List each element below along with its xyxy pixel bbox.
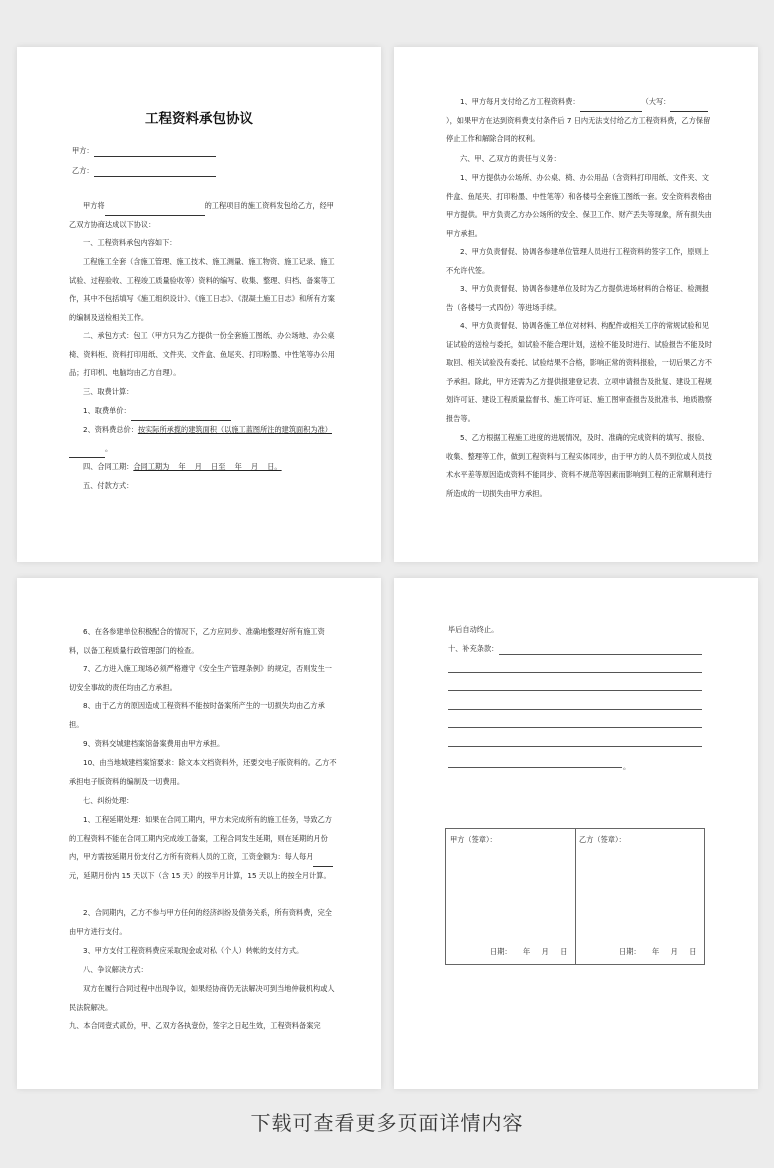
section-8-heading: 八、争议解决方式： [83, 965, 148, 974]
party-a-blank [94, 147, 216, 157]
section-10-heading: 十、补充条款： [448, 644, 499, 653]
section-4-label: 四、合同工期： [83, 462, 134, 471]
dispute-1-pre: 1、工程延期处理：如果在合同工期内，甲方未完成所有的施工任务，导致乙方的工程资料不能在合同工期内完成竣工备案，工程合同发生延期，则在延期的月份内，甲方需按延期月份支付乙方所有资料人员的工资，工资金额为：每人每月 [69, 815, 332, 861]
supplementary-line [448, 746, 702, 747]
contract-page-2 [394, 47, 758, 562]
intro-pre: 甲方将 [83, 201, 105, 210]
project-name-blank [105, 206, 205, 216]
section-9-body: 九、本合同壹式贰份，甲、乙双方各执壹份，签字之日起生效，工程资料备案完 [69, 1021, 321, 1030]
contract-page-1 [17, 47, 381, 562]
supplementary-end: 。 [623, 762, 631, 771]
payment-amount-blank [580, 102, 642, 112]
dispute-1 [69, 811, 337, 885]
wage-blank [313, 857, 333, 867]
payment-pre: 1、甲方每月支付给乙方工程资料费： [460, 97, 580, 106]
payment-clause [446, 93, 714, 149]
dispute-2: 2、合同期内，乙方不参与甲方任何的经济纠纷及债务关系，所有资料费，完全由甲方进行支付。 [69, 908, 332, 936]
duty-6: 6、在各参建单位积极配合的情况下，乙方应同步、准确地整理好所有施工资料，以备工程质量行政管理部门的检查。 [69, 627, 325, 655]
section-9-continued: 毕后自动终止。 [448, 625, 499, 634]
fee-total [69, 421, 337, 458]
section-1-body: 工程施工全套（含施工管理、施工技术、施工测量、施工物资、施工记录、施工试验、过程验收、工程竣工质量验收等）资料的编写、收集、整理、归档、备案等工作，其中不包括填写《施工组织设计》、《施工日志》、《混凝土施工日志》和所有方案的编制及送检相关工作。 [69, 257, 335, 322]
section-6-heading: 六、甲、乙双方的责任与义务： [460, 154, 561, 163]
fee-unit-price-label: 1、取费单价： [83, 406, 131, 415]
fee-total-label: 2、资料费总价： [83, 425, 138, 434]
section-4 [69, 458, 337, 477]
party-a-signature-cell [446, 829, 576, 964]
supplementary-line [448, 672, 702, 673]
section-5-heading: 五、付款方式： [83, 481, 134, 490]
payment-post: ），如果甲方在达到资料费支付条件后 7 日内无法支付给乙方工程资料费，乙方保留停止工作和解除合同的权利。 [446, 115, 711, 143]
duty-8: 8、由于乙方的原因造成工程资料不能按时备案所产生的一切损失均由乙方承担。 [69, 701, 325, 729]
contract-page-3 [17, 578, 381, 1089]
party-b-blank [94, 167, 216, 177]
duty-1: 1、甲方提供办公场所、办公桌、椅、办公用品（含资料打印用纸、文件夹、文件盒、鱼尾夹、打印粉墨、中性笔等）和各楼号全套施工图纸一套。安全资料表格由甲方提供。甲方负责乙方办公场所的安全、保卫工作、财产丢失等现象，所有损失由甲方承担。 [446, 173, 712, 238]
intro-paragraph [69, 197, 337, 234]
payment-mid: （大写： [641, 97, 671, 106]
duty-9: 9、资料交城建档案馆备案费用由甲方承担。 [83, 739, 225, 748]
section-2-body: 二、承包方式：包工（甲方只为乙方提供一份全套施工图纸、办公场地、办公桌椅、资料柜、资料打印用纸、文件夹、文件盒、鱼尾夹、打印粉墨、中性笔等办公用品；打印机、电脑均由乙方自理）。 [69, 331, 335, 377]
party-b-sign-label: 乙方（签章）： [579, 835, 626, 844]
contract-page-4 [394, 578, 758, 1089]
supplementary-line [448, 727, 702, 728]
download-prompt: 下载可查看更多页面详情内容 [250, 1111, 524, 1135]
party-b-sign-date: 日期： 年 月 日 [619, 947, 697, 956]
duty-5: 5、乙方根据工程施工进度的进展情况，及时、准确的完成资料的填写、报验、收集、整理等工作，做到工程资料与工程实体同步，由于甲方的人员不到位或人员技术水平差等原因造成资料不能同步、资料不规范等因素而影响到工程的正常顺利进行所造成的一切损失由甲方承担。 [446, 433, 712, 498]
payment-uppercase-blank [670, 102, 708, 112]
contract-period: 合同工期为 年 月 日至 年 月 日。 [133, 462, 282, 471]
fee-unit-price-blank [131, 411, 231, 421]
section-1-heading: 一、工程资料承包内容如下： [83, 238, 177, 247]
duty-3: 3、甲方负责督促、协调各参建单位及时为乙方提供进场材料的合格证、检测报告（各楼号一式四份）等进场手续。 [446, 284, 709, 312]
fee-total-end: 。 [105, 443, 113, 453]
fee-total-blank [69, 448, 105, 458]
supplementary-line [448, 690, 702, 691]
party-a-line [72, 145, 216, 157]
party-a-sign-date: 日期： 年 月 日 [490, 947, 568, 956]
section-7-heading: 七、纠纷处理： [83, 796, 134, 805]
party-a-label: 甲方： [72, 146, 94, 155]
dispute-1-post: 元，延期月份内 15 天以下（含 15 天）的按半月计算，15 天以上的按全月计算。 [69, 870, 331, 880]
supplementary-line [448, 709, 702, 710]
fee-unit-price [69, 402, 337, 421]
party-b-signature-cell [575, 829, 704, 964]
supplementary-line [499, 654, 702, 655]
supplementary-line [448, 767, 622, 768]
section-3-heading: 三、取费计算： [83, 387, 134, 396]
party-b-label: 乙方： [72, 166, 94, 175]
signature-table [445, 828, 705, 965]
party-b-line [72, 165, 216, 177]
duty-2: 2、甲方负责督促、协调各参建单位管理人员进行工程资料的签字工作，原则上不允许代签。 [446, 247, 709, 275]
party-a-sign-label: 甲方（签章）： [450, 835, 497, 844]
document-title: 工程资料承包协议 [145, 111, 253, 127]
intro-post: 的工程项目的施工资料发包给乙方，经甲乙双方协商达成以下协议： [69, 201, 334, 229]
duty-7: 7、乙方进入施工现场必须严格遵守《安全生产管理条例》的规定，否则发生一切安全事故的责任均由乙方承担。 [69, 664, 332, 692]
duty-4: 4、甲方负责督促、协调各施工单位对材料、构配件或相关工序的常规试验和见证试验的送检与委托，如试验不能合理计划，送检不能及时进行、试验报告不能及时取回、相关试验没有委托、试验结果不合格，影响正常的资料报验，一切后果乙方不予承担。除此，甲方还需为乙方提供报建登记表、立项申请报告及批复、建设工程规划许可证、建设工程质量监督书、施工许可证、施工图审查报告及批准书、地质勘察报告等。 [446, 321, 712, 423]
duty-10: 10、由当地城建档案馆要求：除文本文档资料外，还要交电子版资料的。乙方不承担电子版资料的编制及一切费用。 [69, 758, 337, 786]
fee-total-basis: 按实际所承揽的建筑面积（以施工蓝图所注的建筑面积为准） [137, 425, 332, 434]
section-8-body: 双方在履行合同过程中出现争议，如果经协商仍无法解决可到当地仲裁机构或人民法院解决。 [69, 984, 335, 1012]
dispute-3: 3、甲方支付工程资料费应采取现金或对私（个人）转帐的支付方式。 [83, 946, 304, 955]
